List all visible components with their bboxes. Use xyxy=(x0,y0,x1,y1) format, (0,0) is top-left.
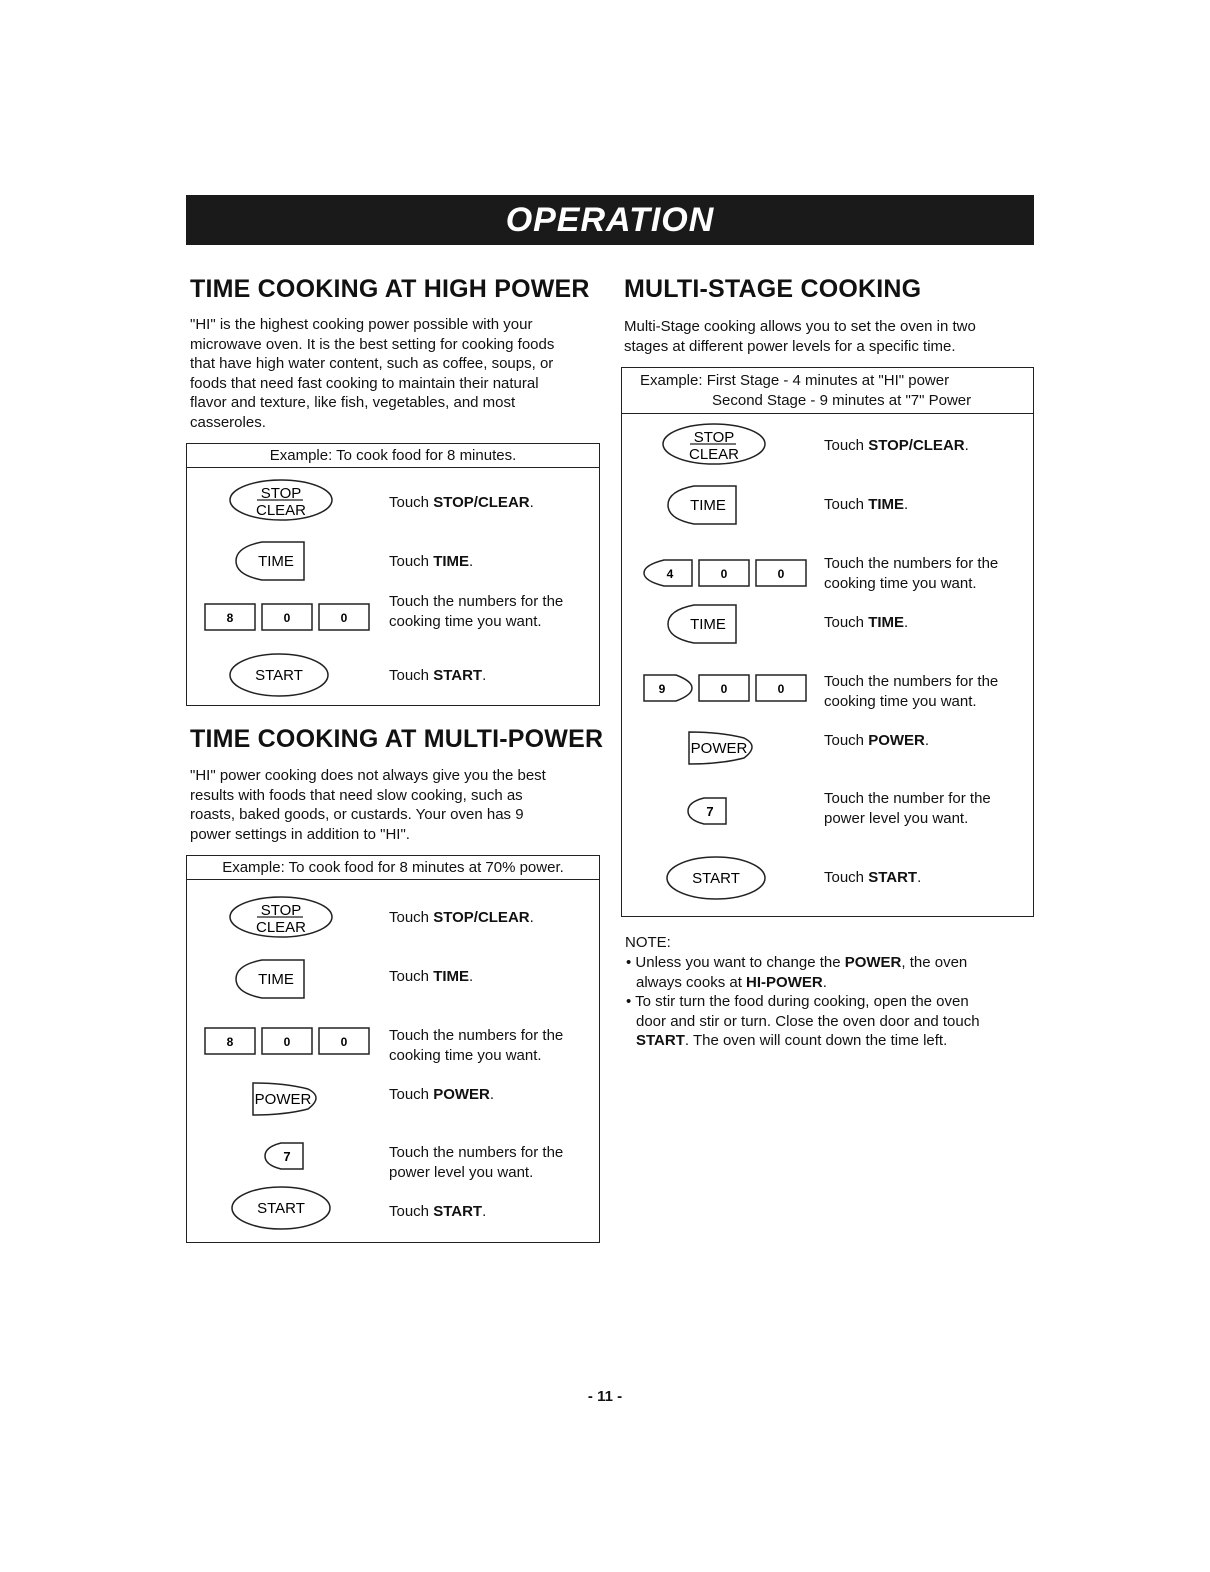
high-power-title: TIME COOKING AT HIGH POWER xyxy=(190,275,590,303)
start-key-icon xyxy=(664,854,768,902)
svg-text:0: 0 xyxy=(283,611,291,625)
stop-clear-key-icon xyxy=(227,894,335,940)
multi-power-example-box xyxy=(186,855,600,1243)
time-key-icon xyxy=(664,483,744,527)
svg-text:9: 9 xyxy=(658,682,666,696)
step-text: Touch the numbers for the cooking time you want. xyxy=(824,555,999,592)
step-text: Touch the number for the power level you want. xyxy=(824,790,991,827)
multi-stage-example-box xyxy=(621,367,1034,917)
time-key-icon xyxy=(232,539,312,583)
step-text: Touch the numbers for the power level you want. xyxy=(389,1144,564,1181)
step-text: Touch STOP/CLEAR. xyxy=(389,494,534,511)
multi-power-title: TIME COOKING AT MULTI-POWER xyxy=(190,725,604,753)
svg-text:STOP: STOP xyxy=(260,902,302,919)
step-text: Touch STOP/CLEAR. xyxy=(824,437,969,454)
stop-clear-key-icon xyxy=(227,477,335,523)
stop-clear-key-icon xyxy=(660,421,768,467)
time-key-icon xyxy=(232,957,312,1001)
note-title: NOTE: xyxy=(625,934,671,951)
svg-text:TIME: TIME xyxy=(258,553,294,570)
step-text: Touch START. xyxy=(389,667,487,684)
high-power-example: Example: To cook food for 8 minutes. xyxy=(187,444,599,468)
svg-text:STOP: STOP xyxy=(260,485,302,502)
step-text: Touch TIME. xyxy=(824,614,909,631)
note-item: • To stir turn the food during cooking, open the oven door and stir or turn. Close the oven door and touch START. The oven will count down the time left. xyxy=(626,993,980,1050)
start-key-icon xyxy=(229,1184,333,1232)
multi-power-intro: "HI" power cooking does not always give you the best results with foods that need slow cooking, such as roasts, baked goods, or custards. Your oven has 9 power settings in addition to "HI". xyxy=(190,767,546,843)
multi-power-example: Example: To cook food for 8 minutes at 70% power. xyxy=(187,856,599,880)
svg-text:TIME: TIME xyxy=(258,971,294,988)
step-text: Touch the numbers for the cooking time you want. xyxy=(389,593,564,630)
svg-text:0: 0 xyxy=(340,1035,348,1049)
multi-stage-title: MULTI-STAGE COOKING xyxy=(624,275,922,303)
number-keys-icon xyxy=(640,556,810,590)
number-keys-icon xyxy=(640,671,810,705)
svg-text:8: 8 xyxy=(226,1035,234,1049)
svg-text:CLEAR: CLEAR xyxy=(688,446,740,463)
svg-text:START: START xyxy=(257,1200,305,1217)
svg-text:0: 0 xyxy=(340,611,348,625)
page-number: - 11 - xyxy=(587,1388,623,1405)
svg-text:0: 0 xyxy=(720,567,728,581)
svg-text:7: 7 xyxy=(706,804,714,819)
power-key-icon xyxy=(250,1079,328,1119)
high-power-intro: "HI" is the highest cooking power possible with your microwave oven. It is the best setting for cooking foods that have high water content, such as coffee, soups, or foods that need fast cooking to maintain their natural flavor and texture, like fish, vegetables, and most casseroles. xyxy=(190,316,555,431)
number-key-icon xyxy=(261,1140,311,1172)
svg-text:CLEAR: CLEAR xyxy=(255,919,307,936)
svg-text:4: 4 xyxy=(666,567,674,581)
step-text: Touch POWER. xyxy=(824,732,930,749)
multi-stage-example: Example: First Stage - 4 minutes at "HI" power Second Stage - 9 minutes at "7" Power xyxy=(622,368,1033,414)
svg-text:TIME: TIME xyxy=(690,616,726,633)
start-key-icon xyxy=(227,651,331,699)
step-text: Touch STOP/CLEAR. xyxy=(389,909,534,926)
svg-text:8: 8 xyxy=(226,611,234,625)
number-keys-icon xyxy=(203,1025,373,1057)
step-text: Touch TIME. xyxy=(389,968,474,985)
time-key-icon xyxy=(664,602,744,646)
svg-text:0: 0 xyxy=(283,1035,291,1049)
step-text: Touch TIME. xyxy=(389,553,474,570)
number-keys-icon xyxy=(203,601,373,633)
svg-text:0: 0 xyxy=(777,567,785,581)
multi-stage-intro: Multi-Stage cooking allows you to set the oven in two stages at different power levels for a specific time. xyxy=(624,318,976,355)
step-text: Touch START. xyxy=(389,1203,487,1220)
step-text: Touch the numbers for the cooking time you want. xyxy=(824,673,999,710)
svg-text:POWER: POWER xyxy=(254,1091,312,1108)
number-key-icon xyxy=(684,795,734,827)
step-text: Touch POWER. xyxy=(389,1086,495,1103)
svg-text:POWER: POWER xyxy=(690,740,748,757)
svg-text:TIME: TIME xyxy=(690,497,726,514)
svg-text:7: 7 xyxy=(283,1149,291,1164)
svg-text:0: 0 xyxy=(777,682,785,696)
power-key-icon xyxy=(686,728,764,768)
note-item: • Unless you want to change the POWER, the oven always cooks at HI-POWER. xyxy=(626,954,968,991)
svg-text:STOP: STOP xyxy=(693,429,735,446)
step-text: Touch START. xyxy=(824,869,922,886)
step-text: Touch the numbers for the cooking time you want. xyxy=(389,1027,564,1064)
high-power-example-box xyxy=(186,443,600,706)
svg-text:CLEAR: CLEAR xyxy=(255,502,307,519)
svg-text:0: 0 xyxy=(720,682,728,696)
svg-text:START: START xyxy=(692,870,740,887)
step-text: Touch TIME. xyxy=(824,496,909,513)
svg-text:START: START xyxy=(255,667,303,684)
section-banner: OPERATION xyxy=(186,195,1034,245)
